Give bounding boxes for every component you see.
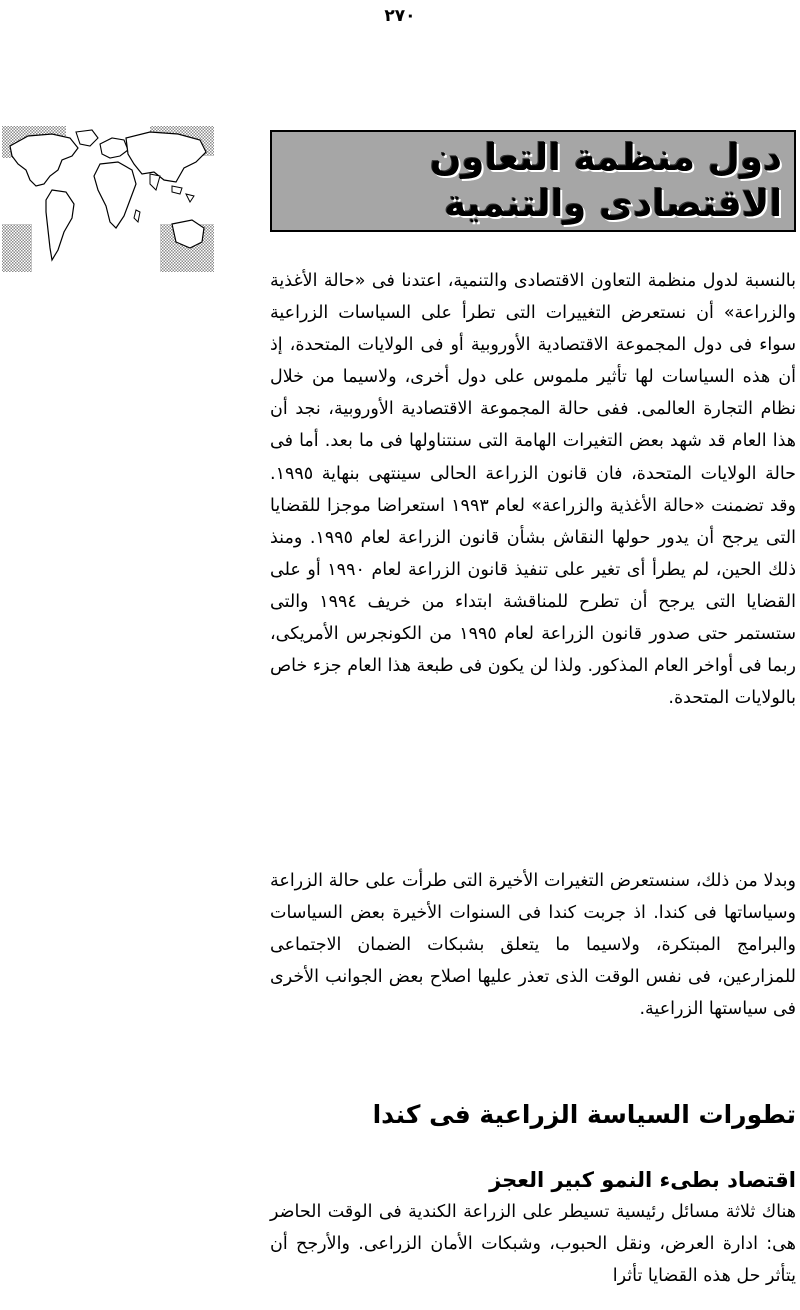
page-number: ٢٧٠ (384, 6, 416, 26)
body-paragraph-2: وبدلا من ذلك، سنستعرض التغيرات الأخيرة التى طرأت على حالة الزراعة وسياساتها فى كندا. اذ جربت كندا فى السنوات الأخيرة بعض السياسات والبرامج المبتكرة، ولاسيما ما يتعلق بشبكات الضمان الاجتماعى للمزارعين، فى نفس الوقت الذى تعذر عليها اصلاح بعض الجوانب الأخرى فى سياستها الزراعية. (270, 871, 796, 1020)
section-heading: تطورات السياسة الزراعية فى كندا (372, 1100, 796, 1129)
chapter-title: دول منظمة التعاون الاقتصادى والتنمية (429, 136, 782, 225)
chapter-title-box (270, 130, 796, 232)
body-paragraph-1: بالنسبة لدول منظمة التعاون الاقتصادى والتنمية، اعتدنا فى «حالة الأغذية والزراعة» أن نستعرض التغييرات التى تطرأ على السياسات الزراعية سواء فى دول المجموعة الاقتصادية الأوروبية أو فى الولايات المتحدة، إذ أن هذه السياسات لها تأثير ملموس على دول أخرى، ولاسيما من خلال نظام التجارة العالمى. ففى حالة المجموعة الاقتصادية الأوروبية، نجد أن هذا العام قد شهد بعض التغيرات الهامة التى سنتناولها فى ما بعد. أما فى حالة الولايات المتحدة، فان قانون الزراعة الحالى سينتهى بنهاية ١٩٩٥. وقد تضمنت «حالة الأغذية والزراعة» لعام ١٩٩٣ استعراضا موجزا للقضايا التى يرجح أن يدور حولها النقاش بشأن قانون الزراعة لعام ١٩٩٥. ومنذ ذلك الحين، لم يطرأ أى تغير على تنفيذ قانون الزراعة لعام ١٩٩٠ أو على القضايا التى يرجح أن تطرح للمناقشة ابتداء من خريف ١٩٩٤ والتى ستستمر حتى صدور قانون الزراعة لعام ١٩٩٥ من الكونجرس الأمريكى، ربما فى أواخر العام المذكور. ولذا لن يكون فى طبعة هذا العام جزء خاص بالولايات المتحدة. (270, 271, 796, 709)
sub-heading: اقتصاد بطىء النمو كبير العجز (489, 1168, 796, 1192)
world-map-icon (0, 124, 216, 274)
body-paragraph-3: هناك ثلاثة مسائل رئيسية تسيطر على الزراعة الكندية فى الوقت الحاضر هى: ادارة العرض، ونقل الحبوب، وشبكات الأمان الزراعى. والأرجح أن يتأثر حل هذه القضايا تأثرا (270, 1202, 796, 1287)
